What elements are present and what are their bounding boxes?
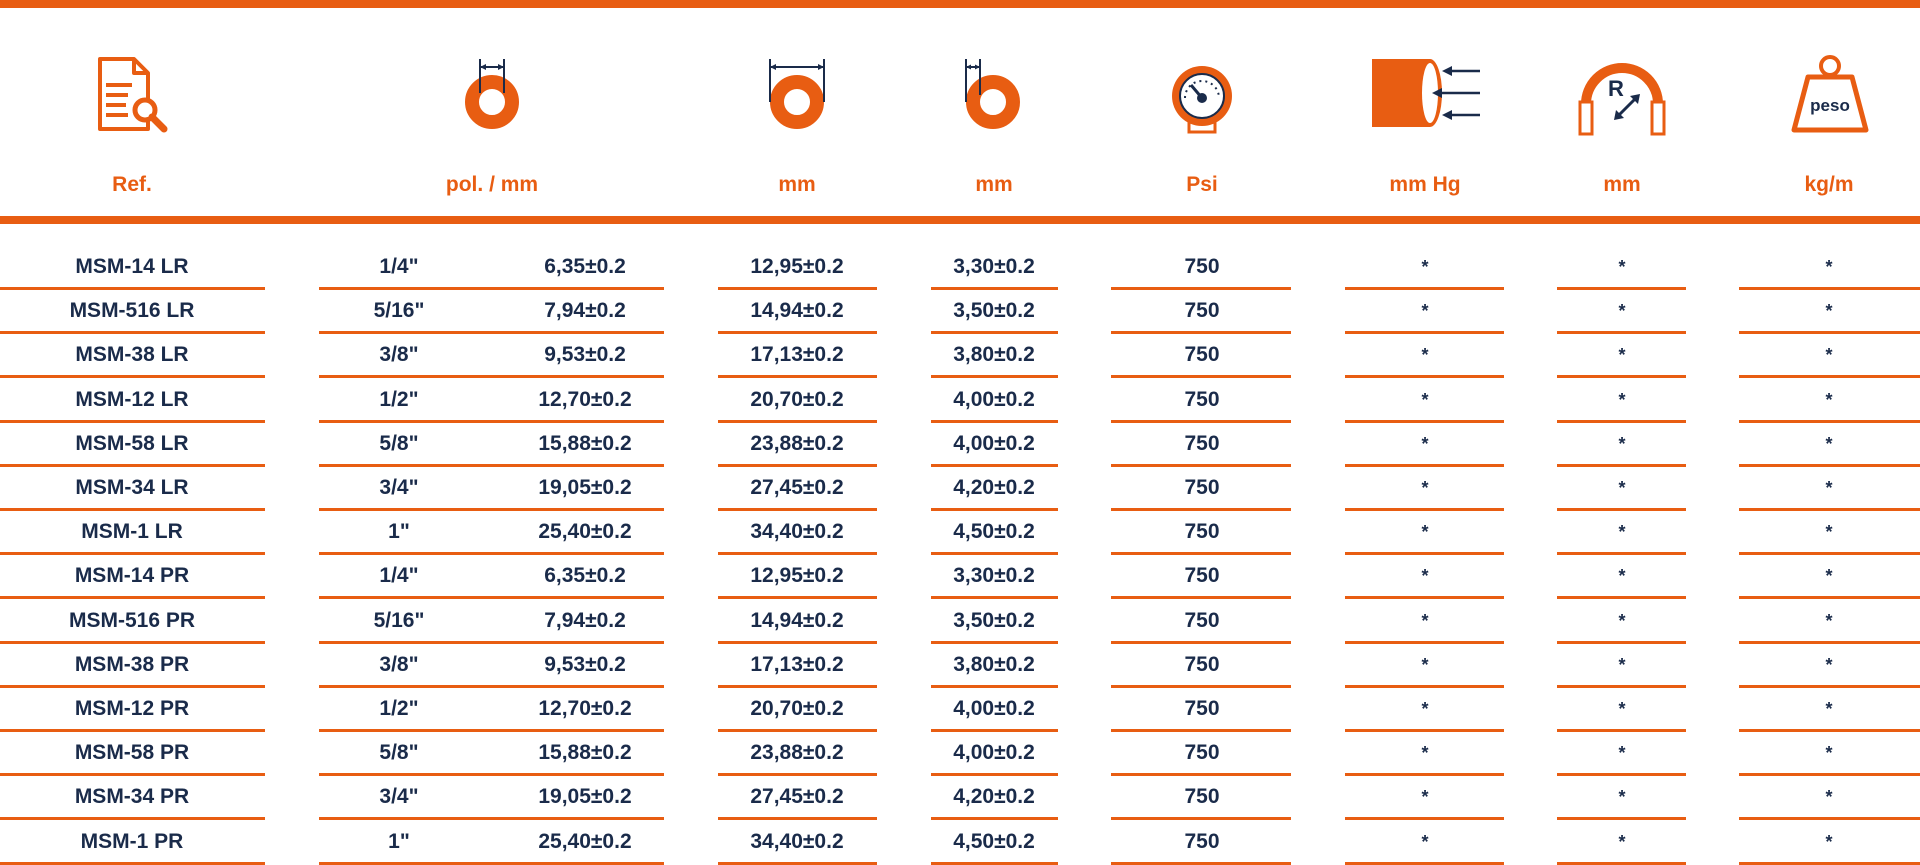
cell-ref: MSM-34 PR [74,785,190,809]
cell-bend-radius: * [1618,478,1626,498]
row-underline [319,862,664,865]
cell-weight: * [1825,654,1833,675]
cell-pressure: 750 [1184,255,1220,278]
cell-bend-radius: * [1618,301,1626,322]
cell-inches: 1/2" [379,387,419,411]
cell-weight: * [1825,610,1833,631]
table-row [0,776,1920,820]
cell-inches: 5/8" [379,741,419,765]
cell-inner-mm: 9,53±0.2 [544,343,626,367]
header-divider [0,216,1920,224]
cell-bend-radius: * [1618,345,1626,366]
cell-ref: MSM-12 PR [74,697,190,720]
cell-wall-mm: 4,00±0.2 [953,387,1035,411]
cell-outer-mm: 23,88±0.2 [750,431,844,455]
cell-vacuum: * [1421,478,1429,498]
cell-inches: 1" [388,829,410,853]
cell-outer-mm: 20,70±0.2 [750,697,844,720]
cell-wall-mm: 3,50±0.2 [953,299,1035,323]
header-label-pressure: Psi [1186,173,1218,196]
cell-inner-mm: 19,05±0.2 [538,785,632,809]
cell-weight: * [1825,566,1833,587]
cell-inner-mm: 12,70±0.2 [538,697,632,720]
cell-inner-mm: 7,94±0.2 [544,299,626,323]
cell-wall-mm: 3,30±0.2 [953,564,1035,588]
cell-inner-mm: 25,40±0.2 [538,520,632,544]
cell-weight: * [1825,831,1833,852]
cell-inches: 5/16" [373,299,425,323]
cell-ref: MSM-12 LR [75,387,189,411]
cell-pressure: 750 [1184,299,1220,323]
cell-wall-mm: 3,30±0.2 [953,255,1035,278]
row-underline [1557,862,1686,865]
table-row [0,334,1920,378]
cell-outer-mm: 20,70±0.2 [750,387,844,411]
cell-ref: MSM-34 LR [75,476,189,499]
cell-pressure: 750 [1184,564,1220,588]
cell-inner-mm: 19,05±0.2 [538,476,632,499]
cell-weight: * [1825,743,1833,764]
cell-vacuum: * [1421,433,1429,454]
table-row [0,379,1920,423]
cell-vacuum: * [1421,389,1429,410]
cell-outer-mm: 34,40±0.2 [750,829,844,853]
cell-ref: MSM-1 PR [80,829,184,853]
cell-ref: MSM-516 LR [69,299,195,323]
cell-wall-mm: 4,20±0.2 [953,476,1035,499]
cell-wall-mm: 4,00±0.2 [953,431,1035,455]
cell-pressure: 750 [1184,785,1220,809]
cell-outer-mm: 17,13±0.2 [750,652,844,676]
cell-ref: MSM-38 PR [74,652,190,676]
header-label-outer-diameter: mm [778,173,816,196]
table-row [0,732,1920,776]
cell-inches: 3/8" [379,652,419,676]
cell-outer-mm: 34,40±0.2 [750,520,844,544]
cell-vacuum: * [1421,522,1429,543]
header-label-bend-radius: mm [1603,173,1641,196]
cell-inner-mm: 15,88±0.2 [538,431,632,455]
cell-vacuum: * [1421,743,1429,764]
header-label-ref: Ref. [112,173,152,196]
radius-icon-text: R [1608,76,1624,101]
cell-ref: MSM-516 PR [68,608,196,632]
cell-vacuum: * [1421,257,1429,277]
header-label-weight: kg/m [1804,173,1854,196]
wall-thickness-icon [963,55,1029,135]
table-row [0,511,1920,555]
cell-pressure: 750 [1184,520,1220,544]
cell-wall-mm: 4,20±0.2 [953,785,1035,809]
document-search-icon [96,55,172,135]
cell-pressure: 750 [1184,741,1220,765]
cell-inches: 3/4" [379,785,419,809]
cell-weight: * [1825,478,1833,498]
cell-wall-mm: 3,50±0.2 [953,608,1035,632]
cell-outer-mm: 12,95±0.2 [750,564,844,588]
cell-pressure: 750 [1184,697,1220,720]
table-row [0,600,1920,644]
cell-bend-radius: * [1618,389,1626,410]
cell-ref: MSM-58 LR [75,431,189,455]
cell-ref: MSM-38 LR [75,343,189,367]
header-label-vacuum: mm Hg [1389,173,1461,196]
cell-bend-radius: * [1618,433,1626,454]
vacuum-icon [1368,57,1484,131]
table-row [0,467,1920,511]
cell-outer-mm: 27,45±0.2 [750,476,844,499]
row-underline [718,862,877,865]
cell-vacuum: * [1421,654,1429,675]
cell-inches: 1/2" [379,697,419,720]
cell-outer-mm: 17,13±0.2 [750,343,844,367]
cell-vacuum: * [1421,566,1429,587]
cell-ref: MSM-14 LR [75,255,189,278]
cell-bend-radius: * [1618,654,1626,675]
cell-inner-mm: 6,35±0.2 [544,564,626,588]
cell-pressure: 750 [1184,608,1220,632]
cell-wall-mm: 4,50±0.2 [953,520,1035,544]
inner-diameter-icon [460,55,524,135]
cell-pressure: 750 [1184,343,1220,367]
cell-bend-radius: * [1618,566,1626,587]
outer-diameter-icon [764,55,830,135]
cell-vacuum: * [1421,831,1429,852]
table-row [0,688,1920,732]
row-underline [1345,862,1504,865]
cell-inches: 3/4" [379,476,419,499]
row-underline [0,862,265,865]
cell-weight: * [1825,699,1833,719]
row-underline [1739,862,1920,865]
cell-vacuum: * [1421,787,1429,808]
header-label-wall-thickness: mm [975,173,1013,196]
cell-weight: * [1825,345,1833,366]
cell-wall-mm: 3,80±0.2 [953,343,1035,367]
table-row [0,246,1920,290]
table-row [0,290,1920,334]
cell-inner-mm: 25,40±0.2 [538,829,632,853]
cell-weight: * [1825,301,1833,322]
cell-pressure: 750 [1184,829,1220,853]
cell-inner-mm: 7,94±0.2 [544,608,626,632]
cell-vacuum: * [1421,301,1429,322]
cell-vacuum: * [1421,610,1429,631]
row-underline [931,862,1058,865]
cell-inner-mm: 9,53±0.2 [544,652,626,676]
weight-icon-text: peso [1810,96,1850,115]
cell-ref: MSM-58 PR [74,741,190,765]
cell-bend-radius: * [1618,743,1626,764]
cell-inches: 3/8" [379,343,419,367]
bend-radius-icon [1578,62,1666,140]
cell-pressure: 750 [1184,652,1220,676]
cell-bend-radius: * [1618,699,1626,719]
table-row [0,555,1920,599]
cell-inner-mm: 12,70±0.2 [538,387,632,411]
cell-pressure: 750 [1184,387,1220,411]
cell-inner-mm: 6,35±0.2 [544,255,626,278]
cell-bend-radius: * [1618,831,1626,852]
cell-weight: * [1825,257,1833,277]
cell-outer-mm: 14,94±0.2 [750,299,844,323]
cell-weight: * [1825,389,1833,410]
cell-wall-mm: 4,00±0.2 [953,741,1035,765]
cell-bend-radius: * [1618,787,1626,808]
cell-inches: 1/4" [379,255,419,278]
cell-inches: 1" [388,520,410,544]
table-row [0,423,1920,467]
cell-inner-mm: 15,88±0.2 [538,741,632,765]
pressure-gauge-icon [1167,60,1237,138]
cell-wall-mm: 4,00±0.2 [953,697,1035,720]
cell-wall-mm: 3,80±0.2 [953,652,1035,676]
table-row [0,644,1920,688]
cell-bend-radius: * [1618,522,1626,543]
cell-weight: * [1825,787,1833,808]
cell-weight: * [1825,522,1833,543]
cell-outer-mm: 27,45±0.2 [750,785,844,809]
cell-pressure: 750 [1184,476,1220,499]
cell-inches: 1/4" [379,564,419,588]
row-underline [1111,862,1291,865]
cell-outer-mm: 14,94±0.2 [750,608,844,632]
cell-vacuum: * [1421,699,1429,719]
header-label-inner-diameter: pol. / mm [445,173,539,196]
cell-outer-mm: 23,88±0.2 [750,741,844,765]
cell-inches: 5/16" [373,608,425,632]
cell-outer-mm: 12,95±0.2 [750,255,844,278]
cell-pressure: 750 [1184,431,1220,455]
weight-icon [1790,55,1870,135]
cell-bend-radius: * [1618,610,1626,631]
cell-bend-radius: * [1618,257,1626,277]
cell-ref: MSM-1 LR [81,520,183,544]
cell-ref: MSM-14 PR [74,564,190,588]
cell-wall-mm: 4,50±0.2 [953,829,1035,853]
top-accent-bar [0,0,1920,8]
cell-weight: * [1825,433,1833,454]
cell-inches: 5/8" [379,431,419,455]
cell-vacuum: * [1421,345,1429,366]
